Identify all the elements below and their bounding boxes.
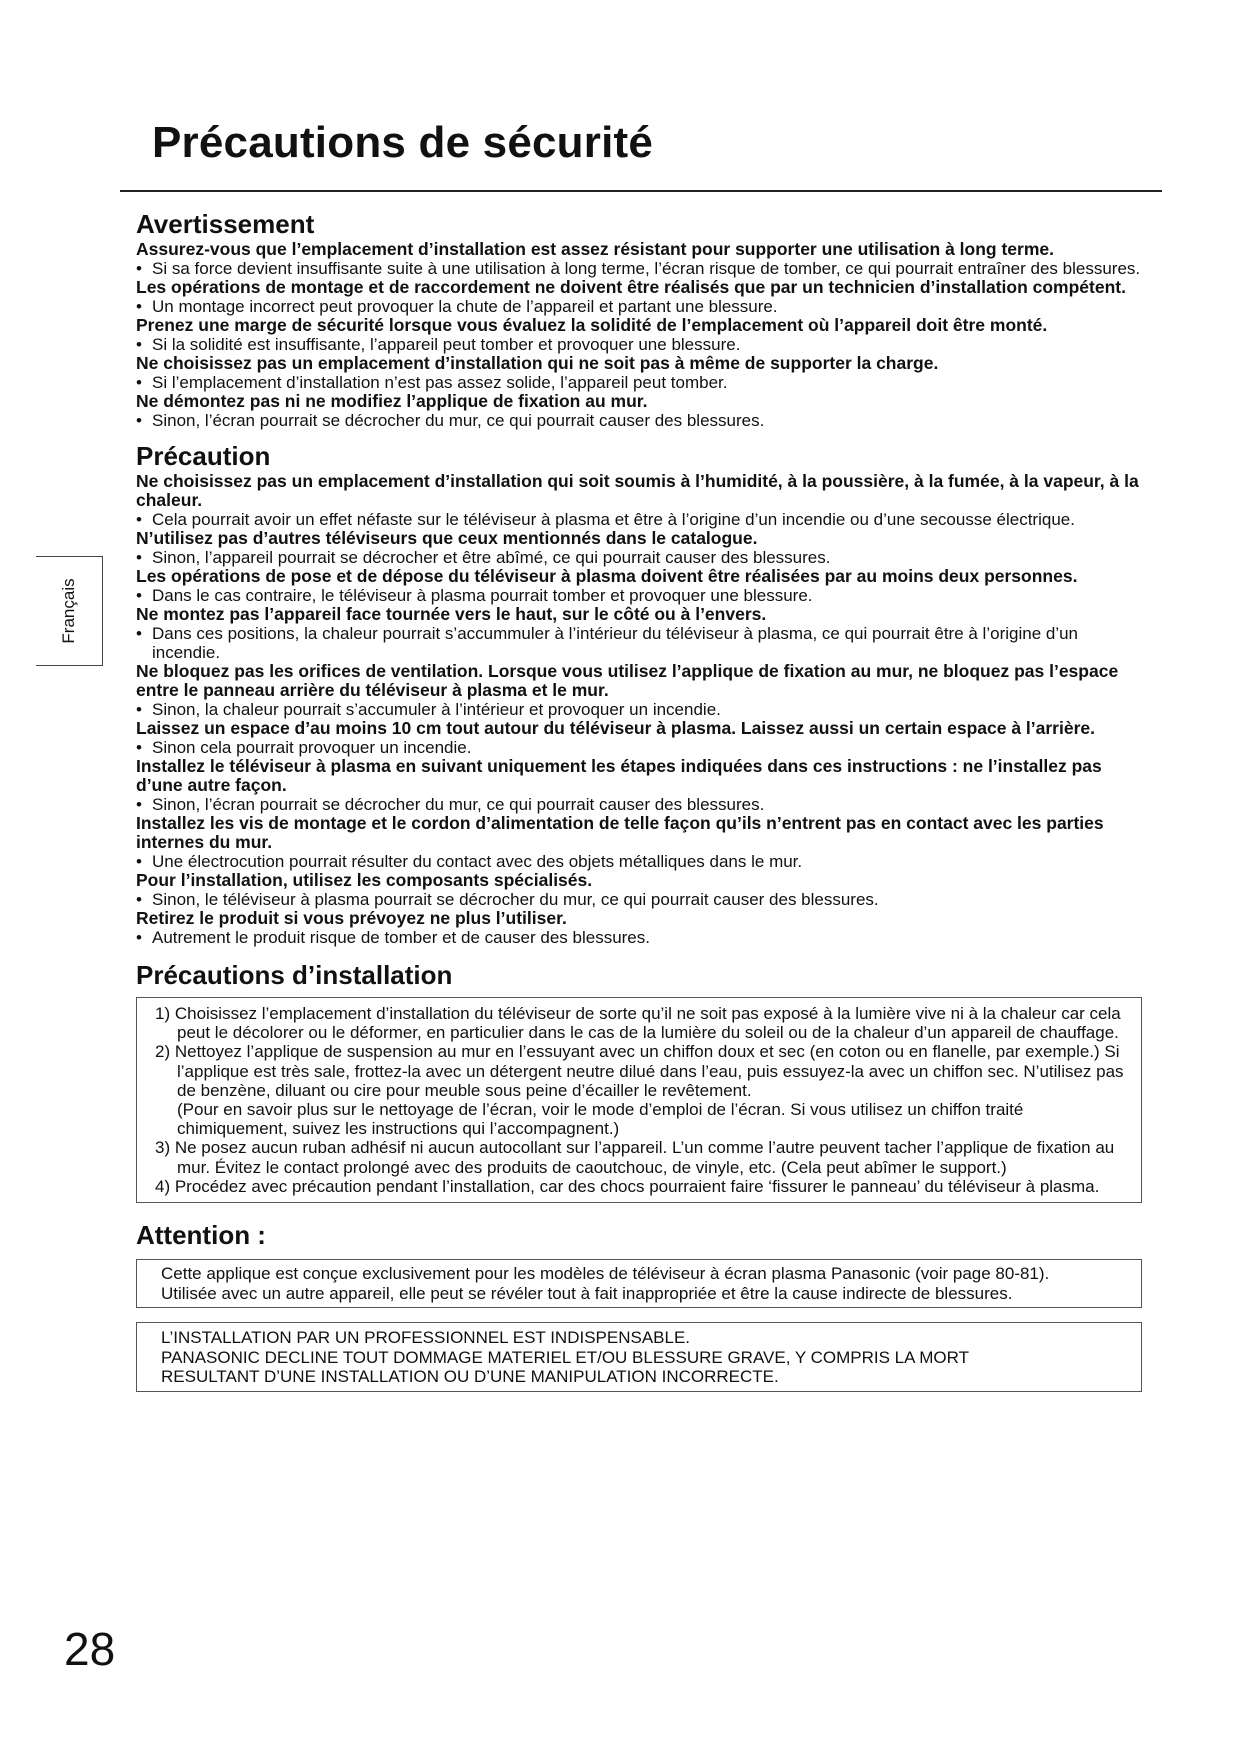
installation-box [136,997,1142,1203]
bullet-icon: • [136,928,142,947]
warning-item-note: • Si sa force devient insuffisante suite à une utilisation à long terme, l’écran risque de tomber, ce qui pourrait entraîner des blessures. [136,259,1141,278]
warning-item [136,278,1146,316]
warning-item-title: Les opérations de montage et de raccordement ne doivent être réalisés que par un technicien d’installation compétent. [136,277,1126,297]
page-title: Précautions de sécurité [152,118,654,167]
caution-item-note: • Dans le cas contraire, le téléviseur à plasma pourrait tomber et provoquer une blessure. [136,586,813,605]
bullet-icon: • [136,373,142,392]
warning-item-note: • Si la solidité est insuffisante, l’appareil peut tomber et provoquer une blessure. [136,335,741,354]
caution-item [136,529,1146,567]
caution-item [136,909,1146,947]
caution-item [136,567,1146,605]
bullet-icon: • [136,335,142,354]
professional-line: RESULTANT D’UNE INSTALLATION OU D’UNE MANIPULATION INCORRECTE. [161,1367,779,1387]
language-side-tab [36,556,103,666]
bullet-icon: • [136,586,142,605]
bullet-icon: • [136,259,142,278]
installation-item: 2) Nettoyez l’applique de suspension au mur en l’essuyant avec un chiffon doux et sec (en coton ou en flanelle, par exemple.) Si l’applique est très sale, frottez-la avec un détergent neutre dilué dans l’eau, puis essuyez-la avec un chiffon sec. N’utilisez pas de benzène, diluant ou cire pour meuble sous peine d’écailler le revêtement. [155,1042,1124,1100]
installation-item-note: (Pour en savoir plus sur le nettoyage de l’écran, voir le mode d’emploi de l’écran. Si vous utilisez un chiffon traité chimiquement, suivez les instructions qui l’accompagnent.) [177,1100,1024,1139]
warning-item-title: Prenez une marge de sécurité lorsque vous évaluez la solidité de l’emplacement où l’appareil doit être monté. [136,315,1048,335]
bullet-icon: • [136,700,142,719]
language-label: Français [59,578,78,644]
professional-notice-box [136,1322,1142,1392]
warning-item [136,392,1146,430]
caution-item-title: Ne choisissez pas un emplacement d’installation qui soit soumis à l’humidité, à la poussière, à la fumée, à la vapeur, à la chaleur. [136,471,1139,510]
bullet-icon: • [136,624,142,643]
installation-item: 4) Procédez avec précaution pendant l’installation, car des chocs pourraient faire ‘fissurer le panneau’ du téléviseur à plasma. [155,1176,1100,1196]
caution-list [136,472,1146,947]
bullet-icon: • [136,297,142,316]
bullet-icon: • [136,890,142,909]
installation-item: 3) Ne posez aucun ruban adhésif ni aucun autocollant sur l’appareil. L’un comme l’autre peuvent tacher l’applique de fixation au mur. Évitez le contact prolongé avec des produits de caoutchouc, de vinyle, etc. (Cela peut abîmer le support.) [155,1138,1115,1177]
caution-item-note: • Une électrocution pourrait résulter du contact avec des objets métalliques dans le mur. [136,852,803,871]
bullet-icon: • [136,411,142,430]
caution-item-note: • Cela pourrait avoir un effet néfaste sur le téléviseur à plasma et être à l’origine d’un incendie ou d’une secousse électrique. [136,510,1075,529]
title-rule [120,190,1162,192]
professional-line: L’INSTALLATION PAR UN PROFESSIONNEL EST INDISPENSABLE. [161,1328,691,1348]
page-number: 28 [64,1623,116,1675]
caution-item-title: Retirez le produit si vous prévoyez ne plus l’utiliser. [136,908,567,928]
professional-line: PANASONIC DECLINE TOUT DOMMAGE MATERIEL ET/OU BLESSURE GRAVE, Y COMPRIS LA MORT [161,1347,969,1367]
caution-item-note: • Sinon, l’appareil pourrait se décrocher et être abîmé, ce qui pourrait causer des blessures. [136,548,831,567]
bullet-icon: • [136,548,142,567]
warning-item [136,240,1146,278]
bullet-icon: • [136,738,142,757]
warning-item-title: Ne démontez pas ni ne modifiez l’applique de fixation au mur. [136,391,648,411]
bullet-icon: • [136,852,142,871]
caution-item-note: • Autrement le produit risque de tomber et de causer des blessures. [136,928,650,947]
caution-item-title: Installez les vis de montage et le cordon d’alimentation de telle façon qu’ils n’entrent pas en contact avec les parties internes du mur. [136,813,1104,852]
caution-item-note: • Dans ces positions, la chaleur pourrait s’accummuler à l’intérieur du téléviseur à plasma, ce qui pourrait être à l’origine d’un incendie. [136,624,1079,662]
warning-item-note: • Si l’emplacement d’installation n’est pas assez solide, l’appareil peut tomber. [136,373,728,392]
caution-item [136,814,1146,871]
caution-item-note: • Sinon cela pourrait provoquer un incendie. [136,738,472,757]
caution-item [136,472,1146,529]
warning-item [136,316,1146,354]
warning-item-title: Ne choisissez pas un emplacement d’installation qui ne soit pas à même de supporter la charge. [136,353,939,373]
warning-item-note: • Un montage incorrect peut provoquer la chute de l’appareil et partant une blessure. [136,297,778,316]
caution-item-title: Pour l’installation, utilisez les composants spécialisés. [136,870,593,890]
attention-heading: Attention : [136,1220,266,1251]
caution-item-title: Ne montez pas l’appareil face tournée vers le haut, sur le côté ou à l’envers. [136,604,767,624]
caution-item-note: • Sinon, le téléviseur à plasma pourrait se décrocher du mur, ce qui pourrait causer des blessures. [136,890,879,909]
caution-item [136,719,1146,757]
warning-heading: Avertissement [136,209,315,239]
caution-item-title: N’utilisez pas d’autres téléviseurs que ceux mentionnés dans le catalogue. [136,528,758,548]
warning-item [136,354,1146,392]
warning-list [136,240,1146,430]
bullet-icon: • [136,795,142,814]
bullet-icon: • [136,510,142,529]
caution-item-title: Les opérations de pose et de dépose du téléviseur à plasma doivent être réalisées par au moins deux personnes. [136,566,1078,586]
warning-item-title: Assurez-vous que l’emplacement d’installation est assez résistant pour supporter une utilisation à long terme. [136,239,1054,259]
caution-item-note: • Sinon, la chaleur pourrait s’accumuler à l’intérieur et provoquer un incendie. [136,700,721,719]
warning-item-note: • Sinon, l’écran pourrait se décrocher du mur, ce qui pourrait causer des blessures. [136,411,765,430]
caution-heading: Précaution [136,441,271,471]
attention-line: Utilisée avec un autre appareil, elle peut se révéler tout à fait inappropriée et être la cause indirecte de blessures. [161,1283,1013,1303]
caution-item-title: Installez le téléviseur à plasma en suivant uniquement les étapes indiquées dans ces instructions : ne l’installez pas d’une autre façon. [136,756,1102,795]
caution-item [136,871,1146,909]
caution-item [136,662,1146,719]
content [136,208,1146,1392]
caution-item-title: Ne bloquez pas les orifices de ventilation. Lorsque vous utilisez l’applique de fixation au mur, ne bloquez pas l’espace entre le panneau arrière du téléviseur à plasma et le mur. [136,661,1119,700]
attention-line: Cette applique est conçue exclusivement pour les modèles de téléviseur à écran plasma Panasonic (voir page 80-81). [161,1264,1050,1284]
installation-item: 1) Choisissez l’emplacement d’installation du téléviseur de sorte qu’il ne soit pas exposé à la lumière vive ni à la chaleur car cela peut le décolorer ou le déformer, en particulier dans le cas de la lumière du soleil ou de la chaleur d’un appareil de chauffage. [155,1004,1121,1043]
caution-item-note: • Sinon, l’écran pourrait se décrocher du mur, ce qui pourrait causer des blessures. [136,795,765,814]
caution-item [136,757,1146,814]
caution-item-title: Laissez un espace d’au moins 10 cm tout autour du téléviseur à plasma. Laissez aussi un certain espace à l’arrière. [136,718,1095,738]
attention-box [136,1259,1142,1308]
caution-item [136,605,1146,662]
installation-heading: Précautions d’installation [136,960,453,990]
